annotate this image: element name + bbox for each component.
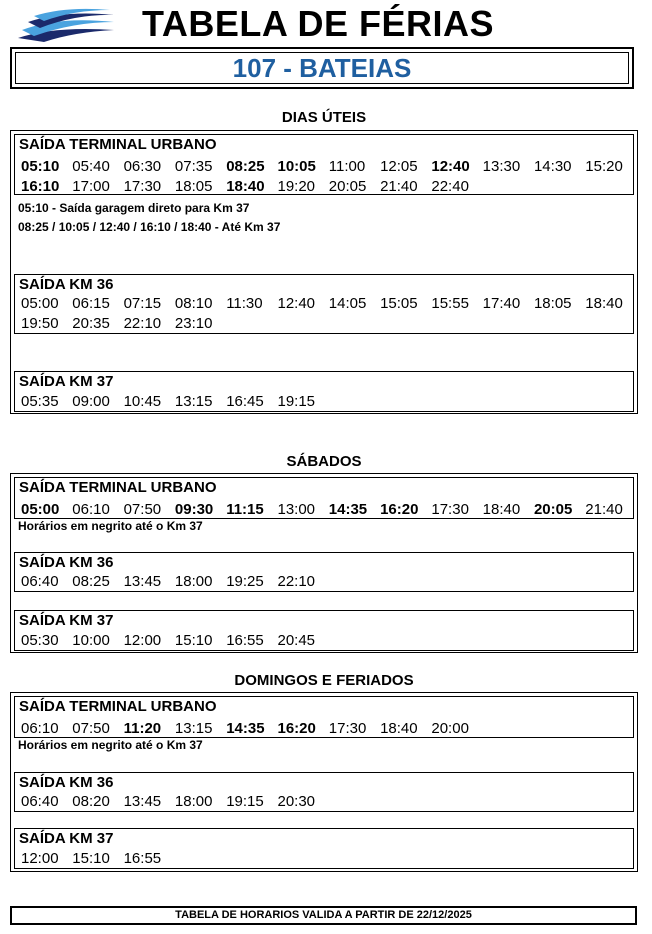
departure-time: 11:00 (328, 158, 366, 175)
departure-time: 14:35 (226, 720, 265, 737)
block-title: SAÍDA TERMINAL URBANO (19, 136, 217, 153)
departure-time: 10:00 (72, 632, 110, 649)
departure-time: 12:05 (380, 158, 418, 175)
departure-time: 12:00 (21, 850, 59, 867)
block-km36 (14, 274, 634, 334)
departure-time: 15:10 (72, 850, 110, 867)
footer-validity: TABELA DE HORARIOS VALIDA A PARTIR DE 22/12/2025 (10, 906, 637, 925)
departure-time: 13:15 (174, 393, 213, 410)
times-row (21, 314, 226, 333)
departure-time: 10:45 (123, 393, 162, 410)
section-domingos (10, 692, 638, 872)
departure-time: 12:00 (123, 632, 162, 649)
block-title: SAÍDA KM 37 (19, 373, 114, 390)
departure-time: 11:15 (226, 501, 264, 518)
departure-time: 18:05 (174, 178, 213, 195)
block-km36 (14, 772, 634, 812)
departure-time: 17:00 (72, 178, 110, 195)
section-sabados (10, 473, 638, 653)
departure-time: 21:40 (380, 178, 418, 195)
page-title: TABELA DE FÉRIAS (142, 3, 495, 44)
block-title: SAÍDA KM 37 (19, 830, 114, 847)
block-km37 (14, 828, 634, 869)
departure-time: 16:10 (21, 178, 60, 195)
departure-time: 18:40 (482, 501, 521, 518)
departure-time: 08:25 (72, 573, 110, 590)
departure-time: 05:00 (21, 501, 60, 518)
departure-time: 19:15 (226, 793, 264, 810)
block-title: SAÍDA TERMINAL URBANO (19, 698, 217, 715)
block-title: SAÍDA KM 37 (19, 612, 114, 629)
departure-time: 14:30 (533, 158, 572, 175)
note-garage: 05:10 - Saída garagem direto para Km 37 (18, 201, 250, 215)
departure-time: 18:40 (585, 295, 623, 312)
departure-time: 15:55 (431, 295, 469, 312)
departure-time: 05:35 (21, 393, 59, 410)
departure-time: 16:55 (123, 850, 162, 867)
block-title: SAÍDA KM 36 (19, 774, 114, 791)
departure-time: 06:40 (21, 573, 59, 590)
times-row (21, 500, 637, 519)
block-km37 (14, 371, 634, 412)
section-title-domingos: DOMINGOS E FERIADOS (234, 672, 414, 689)
departure-time: 19:50 (21, 315, 59, 332)
departure-time: 18:40 (380, 720, 418, 737)
departure-time: 16:20 (380, 501, 419, 518)
departure-time: 08:25 (226, 158, 265, 175)
departure-time: 05:00 (21, 295, 59, 312)
departure-time: 07:15 (123, 295, 162, 312)
departure-time: 14:35 (328, 501, 368, 518)
route-name: 107 - BATEIAS (15, 52, 629, 84)
departure-time: 16:45 (226, 393, 264, 410)
company-logo-icon (14, 8, 118, 44)
departure-time: 19:20 (277, 178, 316, 195)
departure-time: 17:30 (328, 720, 367, 737)
departure-time: 05:10 (21, 158, 60, 175)
departure-time: 23:10 (174, 315, 213, 332)
departure-time: 08:20 (72, 793, 110, 810)
departure-time: 06:40 (21, 793, 59, 810)
departure-time: 20:30 (277, 793, 316, 810)
departure-time: 13:45 (123, 573, 162, 590)
departure-time: 20:00 (431, 720, 469, 737)
departure-time: 20:05 (533, 501, 573, 518)
block-title: SAÍDA TERMINAL URBANO (19, 479, 217, 496)
departure-time: 06:10 (21, 720, 59, 737)
block-terminal-urbano (14, 696, 634, 738)
departure-time: 18:00 (174, 793, 213, 810)
departure-time: 12:40 (277, 295, 316, 312)
note-km37: 08:25 / 10:05 / 12:40 / 16:10 / 18:40 - Até Km 37 (18, 220, 281, 234)
departure-time: 22:10 (123, 315, 162, 332)
departure-time: 07:50 (123, 501, 162, 518)
departure-time: 13:00 (277, 501, 316, 518)
departure-time: 22:40 (431, 178, 469, 195)
departure-time: 06:10 (72, 501, 110, 518)
departure-time: 18:00 (174, 573, 213, 590)
times-row (21, 792, 329, 811)
departure-time: 15:20 (585, 158, 623, 175)
departure-time: 12:40 (431, 158, 470, 175)
departure-time: 20:05 (328, 178, 367, 195)
note-bold: Horários em negrito até o Km 37 (18, 738, 203, 752)
departure-time: 06:15 (72, 295, 110, 312)
departure-time: 08:10 (174, 295, 213, 312)
departure-time: 06:30 (123, 158, 162, 175)
times-row (21, 177, 483, 196)
departure-time: 22:10 (277, 573, 316, 590)
departure-time: 05:30 (21, 632, 59, 649)
departure-time: 13:45 (123, 793, 162, 810)
section-title-dias-uteis: DIAS ÚTEIS (281, 109, 367, 126)
departure-time: 15:05 (380, 295, 418, 312)
times-row (21, 719, 483, 738)
times-row (21, 631, 329, 650)
section-dias-uteis (10, 130, 638, 414)
block-title: SAÍDA KM 36 (19, 276, 114, 293)
departure-time: 10:05 (277, 158, 316, 175)
note-bold: Horários em negrito até o Km 37 (18, 519, 203, 533)
departure-time: 13:30 (482, 158, 521, 175)
times-row (21, 849, 175, 868)
departure-time: 17:30 (123, 178, 162, 195)
times-row (21, 392, 329, 411)
departure-time: 19:25 (226, 573, 264, 590)
times-row (21, 572, 329, 591)
route-box (10, 47, 634, 89)
departure-time: 16:55 (226, 632, 264, 649)
departure-time: 20:35 (72, 315, 110, 332)
departure-time: 11:20 (123, 720, 162, 737)
departure-time: 11:30 (226, 295, 263, 312)
departure-time: 15:10 (174, 632, 213, 649)
departure-time: 07:50 (72, 720, 110, 737)
departure-time: 21:40 (585, 501, 623, 518)
departure-time: 09:00 (72, 393, 110, 410)
times-row (21, 294, 637, 313)
departure-time: 18:05 (533, 295, 572, 312)
departure-time: 13:15 (174, 720, 213, 737)
departure-time: 17:30 (431, 501, 469, 518)
departure-time: 14:05 (328, 295, 367, 312)
block-km36 (14, 552, 634, 592)
departure-time: 20:45 (277, 632, 316, 649)
departure-time: 05:40 (72, 158, 110, 175)
departure-time: 18:40 (226, 178, 265, 195)
times-row (21, 157, 637, 176)
departure-time: 07:35 (174, 158, 213, 175)
departure-time: 16:20 (277, 720, 316, 737)
block-km37 (14, 610, 634, 651)
block-terminal-urbano (14, 134, 634, 195)
block-terminal-urbano (14, 477, 634, 519)
section-title-sabados: SÁBADOS (286, 453, 362, 470)
block-title: SAÍDA KM 36 (19, 554, 114, 571)
departure-time: 09:30 (174, 501, 214, 518)
departure-time: 17:40 (482, 295, 521, 312)
departure-time: 19:15 (277, 393, 316, 410)
